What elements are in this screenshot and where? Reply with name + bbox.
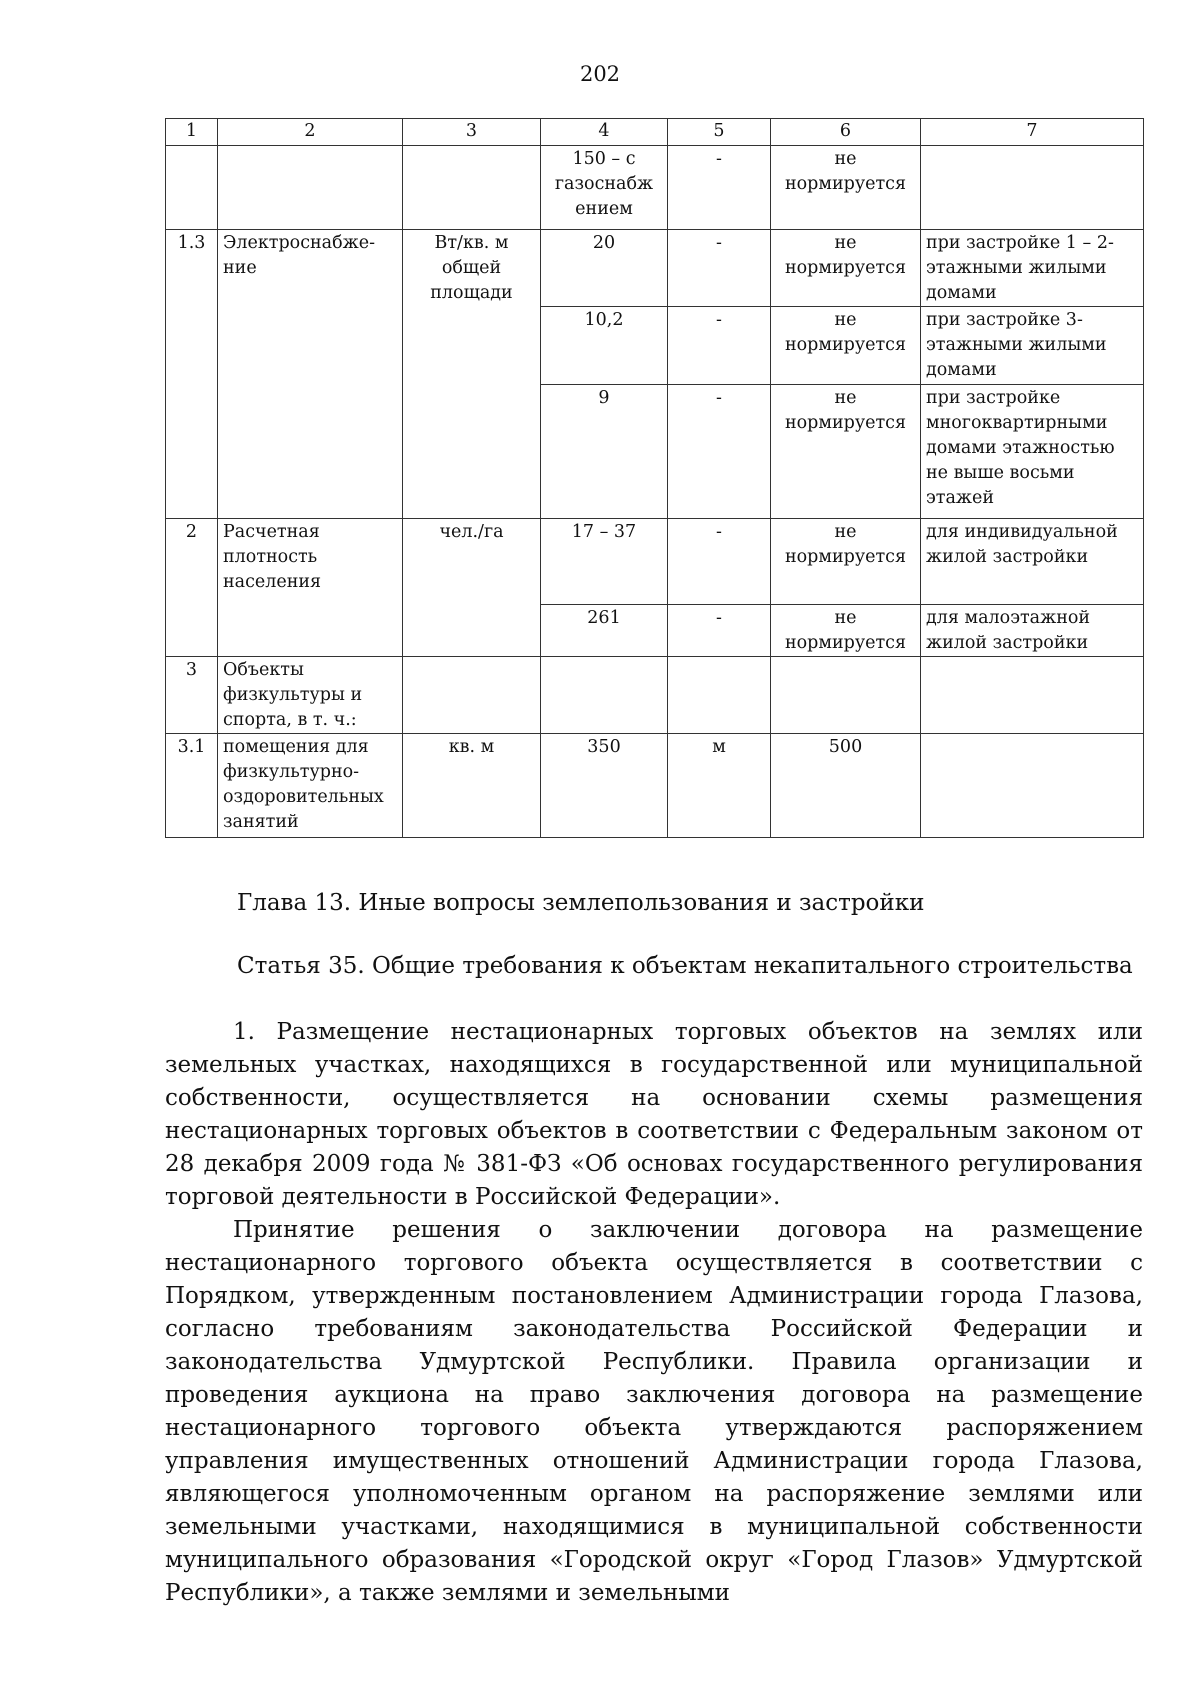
table-cell: для индивидуальной жилой застройки [921,519,1144,605]
table-cell: не нормируется [771,605,921,657]
table-cell: 1.3 [166,230,218,519]
header-cell: 3 [403,119,541,146]
table-cell: 3 [166,657,218,734]
chapter-heading: Глава 13. Иные вопросы землепользования и застройки [237,890,925,916]
table-cell: - [668,519,771,605]
table-cell: 10,2 [541,307,668,385]
header-cell: 5 [668,119,771,146]
table-cell: 2 [166,519,218,657]
table-cell: для малоэтажной жилой застройки [921,605,1144,657]
table-cell: не нормируется [771,519,921,605]
header-cell: 6 [771,119,921,146]
table-cell [403,146,541,230]
table-cell: кв. м [403,734,541,838]
article-heading: Статья 35. Общие требования к объектам некапитального строительства [237,953,1133,979]
table-cell [921,146,1144,230]
header-cell: 2 [218,119,403,146]
header-cell: 7 [921,119,1144,146]
table-cell: 500 [771,734,921,838]
table-cell: м [668,734,771,838]
table-cell: помещения для физкультурно-оздоровительных занятий [218,734,403,838]
table-cell: не нормируется [771,230,921,307]
page-number: 202 [579,62,621,86]
table-cell: Вт/кв. м общей площади [403,230,541,519]
norms-table [165,118,1144,838]
table-cell: Объекты физкультуры и спорта, в т. ч.: [218,657,403,734]
table-cell: при застройке 3-этажными жилыми домами [921,307,1144,385]
header-cell: 4 [541,119,668,146]
table-cell [218,146,403,230]
table-cell: - [668,385,771,519]
table-cell: 3.1 [166,734,218,838]
table-cell: при застройке 1 – 2-этажными жилыми домами [921,230,1144,307]
table-cell: 261 [541,605,668,657]
table-cell [921,657,1144,734]
table-header-row [166,119,1144,146]
table-row [166,230,1144,307]
table-cell: - [668,307,771,385]
header-cell: 1 [166,119,218,146]
paragraph: Принятие решения о заключении договора на размещение нестационарного торгового объекта осуществляется в соответствии с Порядком, утвержденным постановлением Администрации города Глазова, согласно требованиям законодательства Российской Федерации и законодательства Удмуртской Республики. Правила организации и проведения аукциона на право заключения договора на размещение нестационарного торгового объекта утверждаются распоряжением управления имущественных отношений Администрации города Глазова, являющегося уполномоченным органом на распоряжение землями или земельными участками, находящимися в муниципальной собственности муниципального образования «Городской округ «Город Глазов» Удмуртской Республики», а также землями и земельными [165,1217,1143,1606]
table-cell [668,657,771,734]
table-cell: чел./га [403,519,541,657]
table-cell: 150 – с газоснабж ением [541,146,668,230]
table-cell: - [668,605,771,657]
table-row [166,734,1144,838]
table-cell: - [668,230,771,307]
table-cell [771,657,921,734]
article-body [165,1016,1143,1610]
table-row [166,519,1144,605]
table-cell [403,657,541,734]
table-cell: не нормируется [771,146,921,230]
table-cell: 17 – 37 [541,519,668,605]
table-cell: Расчетная плотность населения [218,519,403,657]
table-cell [541,657,668,734]
table-row [166,657,1144,734]
table-cell: не нормируется [771,385,921,519]
table-cell: 20 [541,230,668,307]
table-cell: при застройке многоквартирными домами этажностью не выше восьми этажей [921,385,1144,519]
table-cell [921,734,1144,838]
table-cell: 350 [541,734,668,838]
table-cell [166,146,218,230]
table-row [166,146,1144,230]
table-cell: не нормируется [771,307,921,385]
table-cell: Электроснабже-ние [218,230,403,519]
table-cell: - [668,146,771,230]
table-cell: 9 [541,385,668,519]
paragraph: 1. Размещение нестационарных торговых объектов на землях или земельных участках, находящихся в государственной или муниципальной собственности, осуществляется на основании схемы размещения нестационарных торговых объектов в соответствии с Федеральным законом от 28 декабря 2009 года № 381-ФЗ «Об основах государственного регулирования торговой деятельности в Российской Федерации». [165,1019,1143,1210]
